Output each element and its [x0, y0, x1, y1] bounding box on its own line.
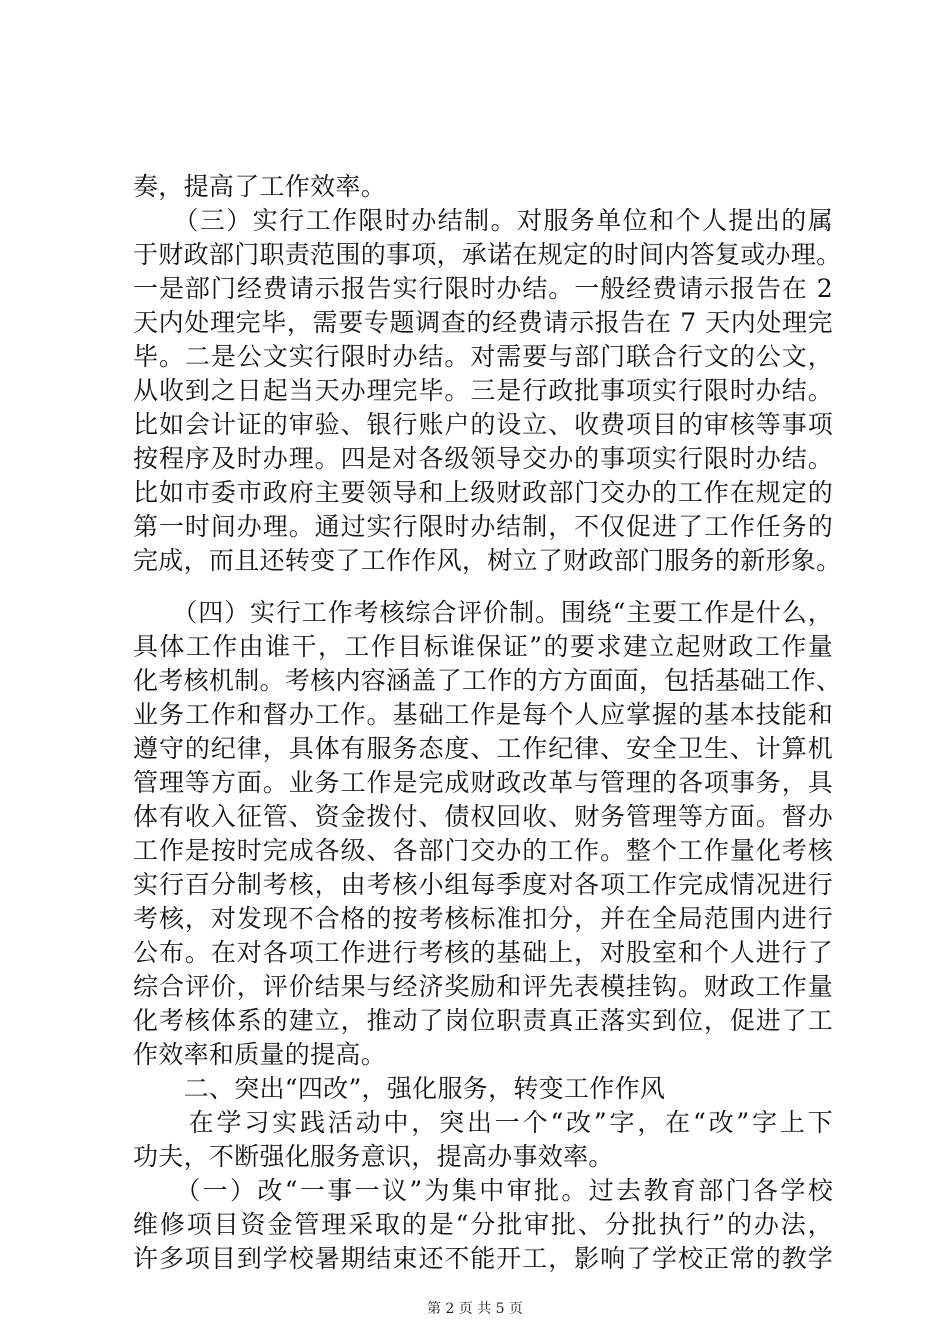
paragraph-line: 作效率和质量的提高。: [133, 1040, 387, 1069]
paragraph-line: 管理等方面。业务工作是完成财政改革与管理的各项事务，具: [133, 768, 833, 797]
paragraph-line: 于财政部门职责范围的事项，承诺在规定的时间内答复或办理。: [133, 240, 842, 269]
paragraph-line: 实行百分制考核，由考核小组每季度对各项工作完成情况进行: [133, 870, 833, 899]
paragraph-line: 考核，对发现不合格的按考核标准扣分，并在全局范围内进行: [133, 904, 833, 933]
paragraph-line: 具体工作由谁干，工作目标谁保证”的要求建立起财政工作量: [133, 632, 833, 661]
paragraph-line: （一）改“一事一议”为集中审批。过去教育部门各学校: [133, 1176, 833, 1205]
paragraph-line: （三）实行工作限时办结制。对服务单位和个人提出的属: [133, 206, 833, 235]
paragraph-line: 综合评价，评价结果与经济奖励和评先表模挂钩。财政工作量: [133, 972, 833, 1001]
paragraph-line: 遵守的纪律，具体有服务态度、工作纪律、安全卫生、计算机: [133, 734, 833, 763]
paragraph-line: 比如会计证的审验、银行账户的设立、收费项目的审核等事项: [133, 410, 833, 439]
paragraph-line: 维修项目资金管理采取的是“分批审批、分批执行”的办法，: [133, 1210, 833, 1239]
paragraph-line: 一是部门经费请示报告实行限时办结。一般经费请示报告在 2: [133, 274, 833, 303]
paragraph-line: 天内处理完毕，需要专题调查的经费请示报告在 7 天内处理完: [133, 308, 833, 337]
paragraph-line: 功夫，不断强化服务意识，提高办事效率。: [133, 1142, 614, 1171]
paragraph-line: （四）实行工作考核综合评价制。围绕“主要工作是什么，: [133, 598, 833, 627]
paragraph-line: 体有收入征管、资金拨付、债权回收、财务管理等方面。督办: [133, 802, 833, 831]
paragraph-line: 化考核体系的建立，推动了岗位职责真正落实到位，促进了工: [133, 1006, 833, 1035]
paragraph-line: 比如市委市政府主要领导和上级财政部门交办的工作在规定的: [133, 478, 833, 507]
paragraph-line: 从收到之日起当天办理完毕。三是行政批事项实行限时办结。: [133, 376, 833, 405]
paragraph-line: 奏，提高了工作效率。: [133, 172, 387, 201]
paragraph-line: 公布。在对各项工作进行考核的基础上，对股室和个人进行了: [133, 938, 833, 967]
paragraph-line: 工作是按时完成各级、各部门交办的工作。整个工作量化考核: [133, 836, 833, 865]
paragraph-line: 按程序及时办理。四是对各级领导交办的事项实行限时办结。: [133, 444, 833, 473]
page-footer: 第 2 页 共 5 页: [426, 1301, 524, 1317]
section-heading: 二、突出“四改”，强化服务，转变工作作风: [133, 1074, 666, 1103]
paragraph-line: 许多项目到学校暑期结束还不能开工，影响了学校正常的教学: [133, 1244, 833, 1273]
paragraph-line: 第一时间办理。通过实行限时办结制，不仅促进了工作任务的: [133, 512, 833, 541]
paragraph-line: 业务工作和督办工作。基础工作是每个人应掌握的基本技能和: [133, 700, 833, 729]
paragraph-line: 完成，而且还转变了工作作风，树立了财政部门服务的新形象。: [133, 546, 842, 575]
paragraph-line: 化考核机制。考核内容涵盖了工作的方方面面，包括基础工作、: [133, 666, 842, 695]
paragraph-line: 在学习实践活动中，突出一个“改”字，在“改”字上下: [133, 1108, 833, 1137]
paragraph-line: 毕。二是公文实行限时办结。对需要与部门联合行文的公文，: [133, 342, 833, 371]
